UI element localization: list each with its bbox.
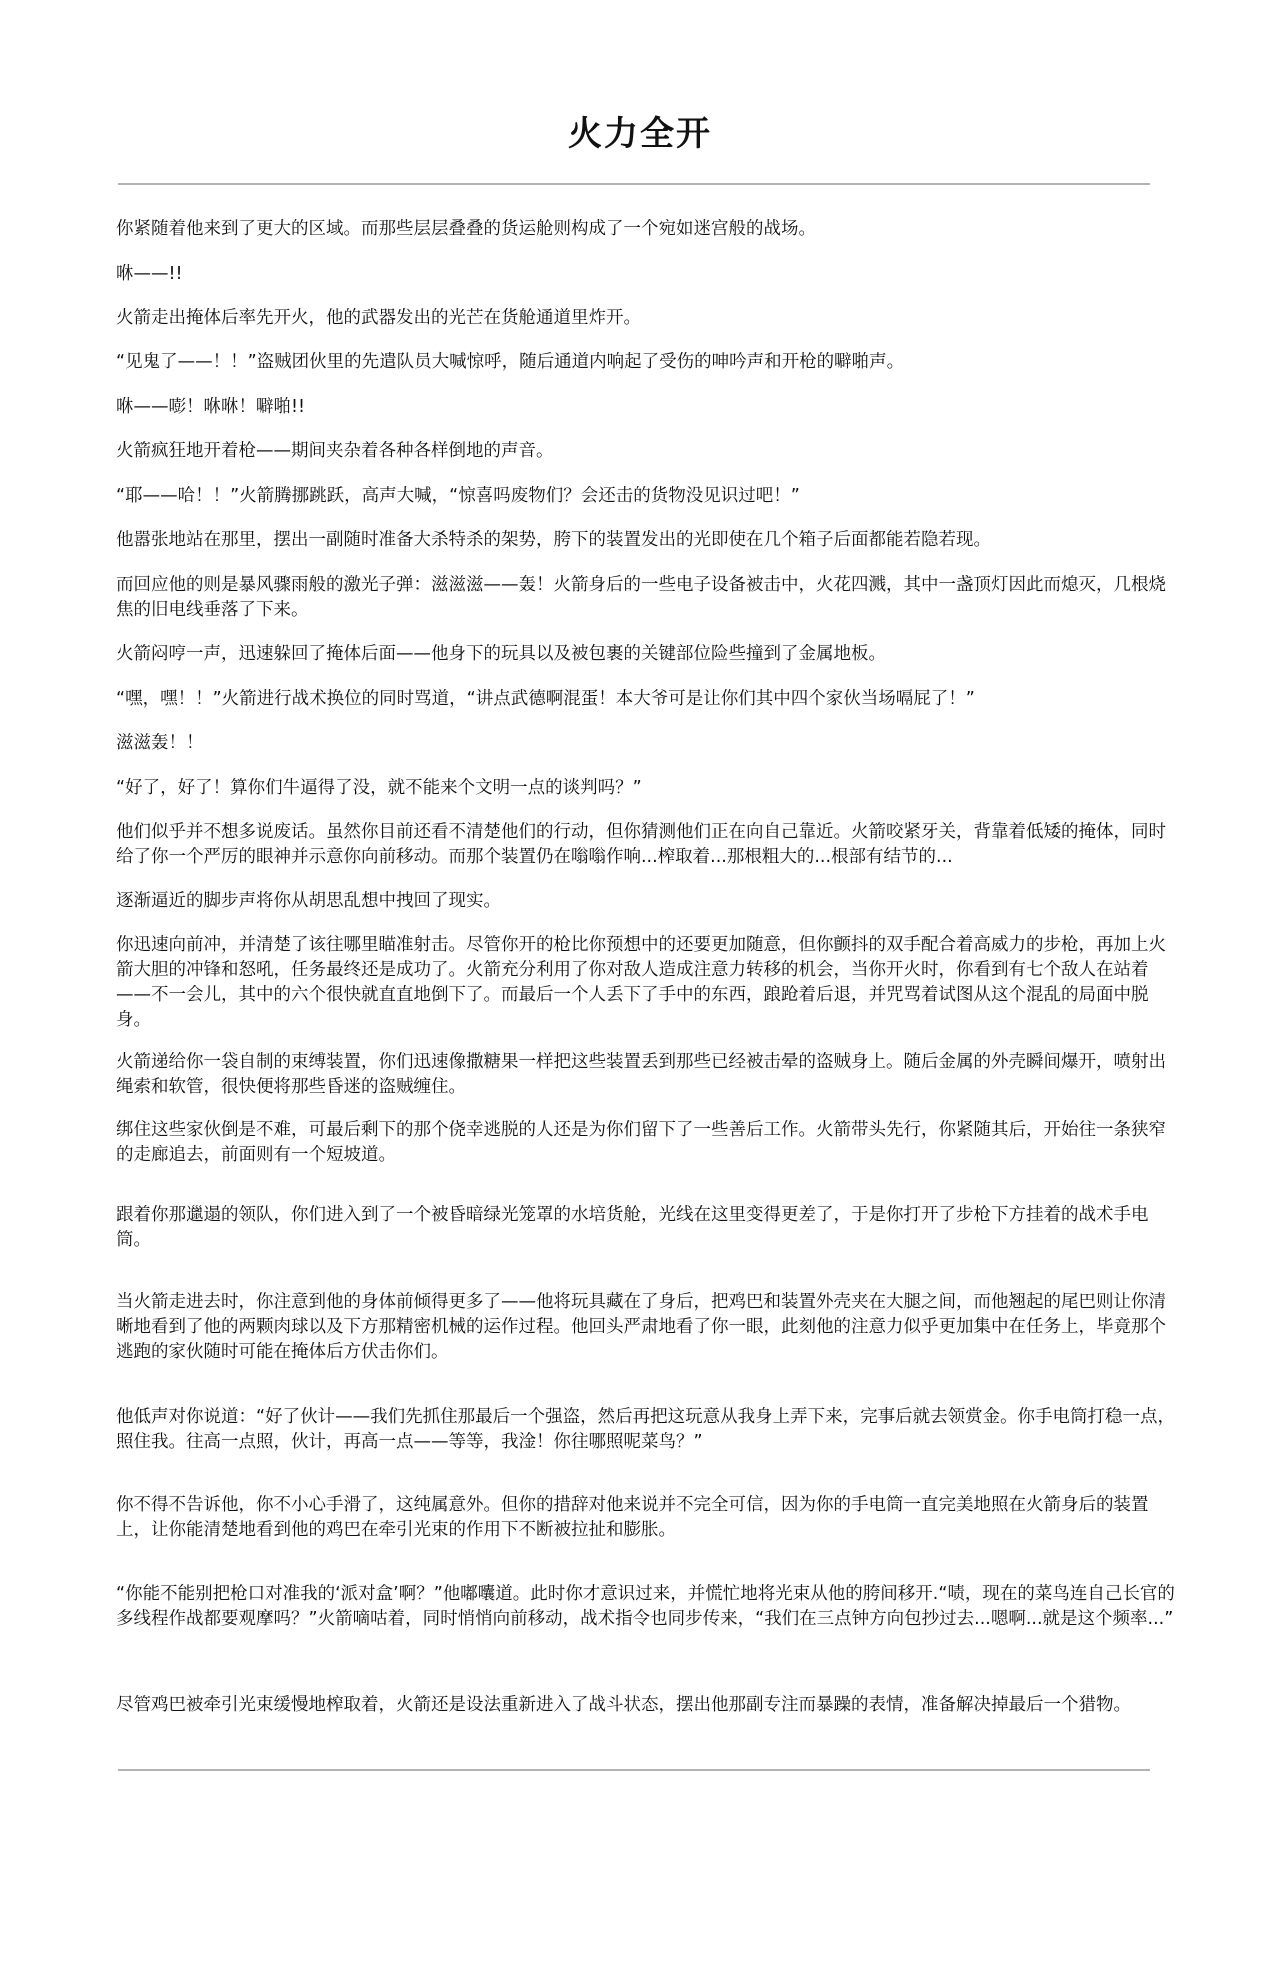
- paragraph: “你能不能别把枪口对准我的‘派对盒’啊？”他嘟囔道。此时你才意识过来，并慌忙地将光束从他的胯间移开.“啧，现在的菜鸟连自己长官的多线程作战都要观摩吗？”火箭嘀咕着，同时悄悄向前移动，战术指令也同步传来，“我们在三点钟方向包抄过去...嗯啊...就是这个频率...”: [116, 1584, 1175, 1629]
- paragraph: 咻——!!: [116, 264, 183, 284]
- paragraph: 他们似乎并不想多说废话。虽然你目前还看不清楚他们的行动，但你猜测他们正在向自己靠近。火箭咬紧牙关，背靠着低矮的掩体，同时给了你一个严厉的眼神并示意你向前移动。而那个装置仍在嗡嗡作响...榨取着...那根粗大的...根部有结节的...: [116, 822, 1166, 867]
- paragraph: 火箭递给你一袋自制的束缚装置，你们迅速像撒糖果一样把这些装置丢到那些已经被击晕的盗贼身上。随后金属的外壳瞬间爆开，喷射出绳索和软管，很快便将那些昏迷的盗贼缠住。: [116, 1052, 1166, 1097]
- paragraph: “好了，好了！算你们牛逼得了没，就不能来个文明一点的谈判吗？”: [116, 778, 642, 798]
- paragraph: 他嚣张地站在那里，摆出一副随时准备大杀特杀的架势，胯下的装置发出的光即使在几个箱子后面都能若隐若现。: [116, 530, 991, 550]
- paragraph: 火箭疯狂地开着枪——期间夹杂着各种各样倒地的声音。: [116, 441, 554, 461]
- bottom-divider: [118, 1769, 1150, 1771]
- top-divider: [118, 183, 1150, 185]
- paragraph: 火箭走出掩体后率先开火，他的武器发出的光芒在货舱通道里炸开。: [116, 308, 641, 328]
- paragraph: 他低声对你说道：“好了伙计——我们先抓住那最后一个强盗，然后再把这玩意从我身上弄下来，完事后就去领赏金。你手电筒打稳一点，照住我。往高一点照，伙计，再高一点——等等，我淦！你往哪照呢菜鸟？”: [116, 1407, 1176, 1452]
- paragraph: 尽管鸡巴被牵引光束缓慢地榨取着，火箭还是设法重新进入了战斗状态，摆出他那副专注而暴躁的表情，准备解决掉最后一个猎物。: [116, 1695, 1131, 1715]
- paragraph: 滋滋轰！！: [116, 733, 204, 753]
- paragraph: 你不得不告诉他，你不小心手滑了，这纯属意外。但你的措辞对他来说并不完全可信，因为你的手电筒一直完美地照在火箭身后的装置上，让你能清楚地看到他的鸡巴在牵引光束的作用下不断被拉扯和膨胀。: [116, 1495, 1149, 1540]
- paragraph: 而回应他的则是暴风骤雨般的激光子弹：滋滋滋——轰！火箭身后的一些电子设备被击中，火花四溅，其中一盏顶灯因此而熄灭，几根烧焦的旧电线垂落了下来。: [116, 575, 1166, 620]
- paragraph: 你迅速向前冲，并清楚了该往哪里瞄准射击。尽管你开的枪比你预想中的还要更加随意，但你颤抖的双手配合着高威力的步枪，再加上火箭大胆的冲锋和怒吼，任务最终还是成功了。火箭充分利用了你对敌人造成注意力转移的机会，当你开火时，你看到有七个敌人在站着——不一会儿，其中的六个很快就直直地倒下了。而最后一个人丢下了手中的东西，踉跄着后退，并咒骂着试图从这个混乱的局面中脱身。: [116, 935, 1166, 1030]
- paragraph: “耶——哈！！”火箭腾挪跳跃，高声大喊，“惊喜吗废物们？会还击的货物没见识过吧！”: [116, 486, 800, 506]
- paragraph: 你紧随着他来到了更大的区域。而那些层层叠叠的货运舱则构成了一个宛如迷宫般的战场。: [116, 219, 816, 239]
- paragraph: 逐渐逼近的脚步声将你从胡思乱想中拽回了现实。: [116, 891, 501, 911]
- paragraph: 当火箭走进去时，你注意到他的身体前倾得更多了——他将玩具藏在了身后，把鸡巴和装置外壳夹在大腿之间，而他翘起的尾巴则让你清晰地看到了他的两颗肉球以及下方那精密机械的运作过程。他回头严肃地看了你一眼，此刻他的注意力似乎更加集中在任务上，毕竟那个逃跑的家伙随时可能在掩体后方伏击你们。: [116, 1292, 1166, 1362]
- page-title: 火力全开: [568, 114, 712, 154]
- paragraph: “嘿，嘿！！”火箭进行战术换位的同时骂道，“讲点武德啊混蛋！本大爷可是让你们其中四个家伙当场嗝屁了！”: [116, 689, 975, 709]
- paragraph: 绑住这些家伙倒是不难，可最后剩下的那个侥幸逃脱的人还是为你们留下了一些善后工作。火箭带头先行，你紧随其后，开始往一条狭窄的走廊追去，前面则有一个短坡道。: [116, 1120, 1166, 1165]
- paragraph: 跟着你那邋遢的领队，你们进入到了一个被昏暗绿光笼罩的水培货舱，光线在这里变得更差了，于是你打开了步枪下方挂着的战术手电筒。: [116, 1205, 1149, 1250]
- paragraph: “见鬼了——！！”盗贼团伙里的先遣队员大喊惊呼，随后通道内响起了受伤的呻吟声和开枪的噼啪声。: [116, 352, 905, 372]
- paragraph: 火箭闷哼一声，迅速躲回了掩体后面——他身下的玩具以及被包裹的关键部位险些撞到了金属地板。: [116, 644, 886, 664]
- paragraph: 咻——嘭！咻咻！噼啪!!: [116, 397, 306, 417]
